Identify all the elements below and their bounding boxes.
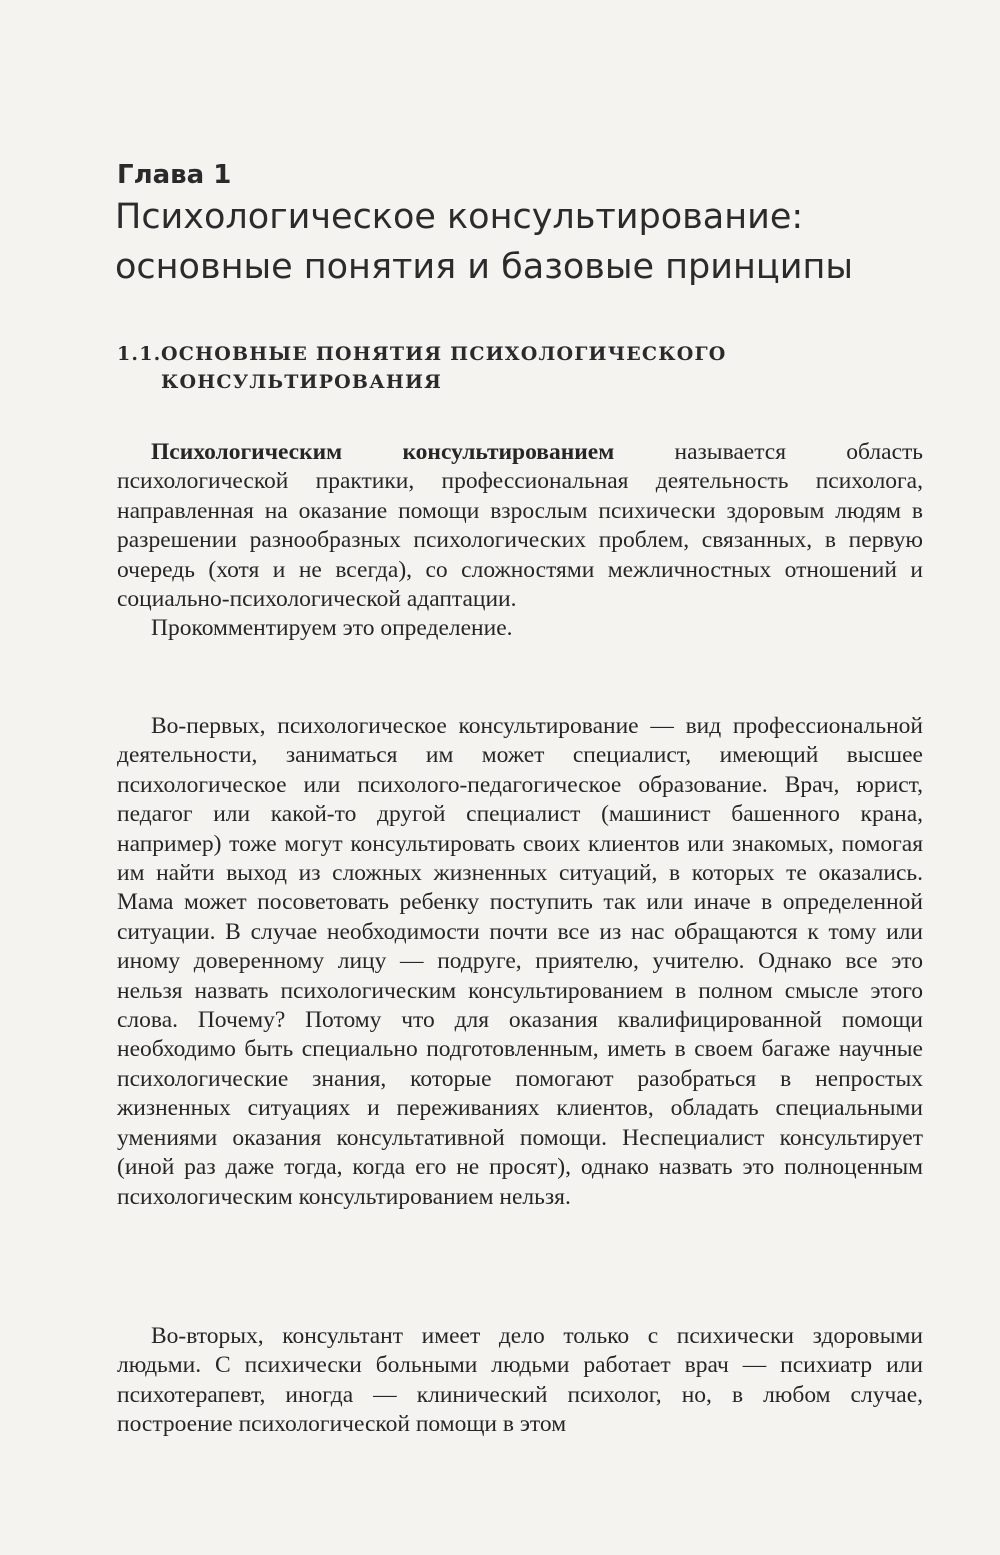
definition-text: называется область психологической практики, профессиональная деятельность психолога, направленная на оказание помощи взрослым психически здоровым людям в разрешении разнообразных психологических проблем, связанных, в первую очередь (хотя и не всегда), со сложностями межличностных отношений и социально-психологической адаптации. xyxy=(117,439,923,613)
definition-paragraph xyxy=(117,438,923,614)
body-text-block-1 xyxy=(117,438,923,644)
definition-term: Психологическим консультированием xyxy=(151,439,615,465)
second-point-paragraph: Во-вторых, консультант имеет дело только с психически здоровыми людьми. С психически больными людьми работает врач — психиатр или психотерапевт, иногда — клинический психолог, но, в любом случае, построение психологической помощи в этом xyxy=(117,1323,923,1438)
section-title-line-1: ОСНОВНЫЕ ПОНЯТИЯ ПСИХОЛОГИЧЕСКОГО xyxy=(161,343,727,365)
first-point-paragraph: Во-первых, психологическое консультирование — вид профессиональной деятельности, заниматься им может специалист, имеющий высшее психологическое или психолого-педагогическое образование. Врач, юрист, педагог или какой-то другой специалист (машинист башенного крана, например) тоже могут консультировать своих клиентов или знакомых, помогая им найти выход из сложных жизненных ситуаций, в которых те оказались. Мама может посоветовать ребенку поступить так или иначе в определенной ситуации. В случае необходимости почти все из нас обращаются к тому или иному доверенному лицу — подруге, приятелю, учителю. Однако все это нельзя назвать психологическим консультированием в полном смысле этого слова. Почему? Потому что для оказания квалифицированной помощи необходимо быть специально подготовленным, иметь в своем багаже научные психологические знания, которые помогают разобраться в непростых жизненных ситуациях и переживаниях клиентов, обладать специальными умениями оказания консультативной помощи. Неспециалист консультирует (иной раз даже тогда, когда его не просят), однако назвать это полноценным психологическим консультированием нельзя. xyxy=(117,713,923,1210)
section-number: 1.1. xyxy=(117,343,162,365)
chapter-label: Глава 1 xyxy=(117,160,232,190)
chapter-title-line-2: основные понятия и базовые принципы xyxy=(115,247,853,287)
comment-intro-paragraph: Прокомментируем это определение. xyxy=(151,615,513,642)
chapter-title-line-1: Психологическое консультирование: xyxy=(115,197,804,237)
body-text-block-3 xyxy=(117,1322,923,1440)
body-text-block-2 xyxy=(117,712,923,1212)
section-title-line-2: КОНСУЛЬТИРОВАНИЯ xyxy=(161,371,443,393)
section-heading xyxy=(117,340,917,396)
chapter-title xyxy=(115,192,915,292)
